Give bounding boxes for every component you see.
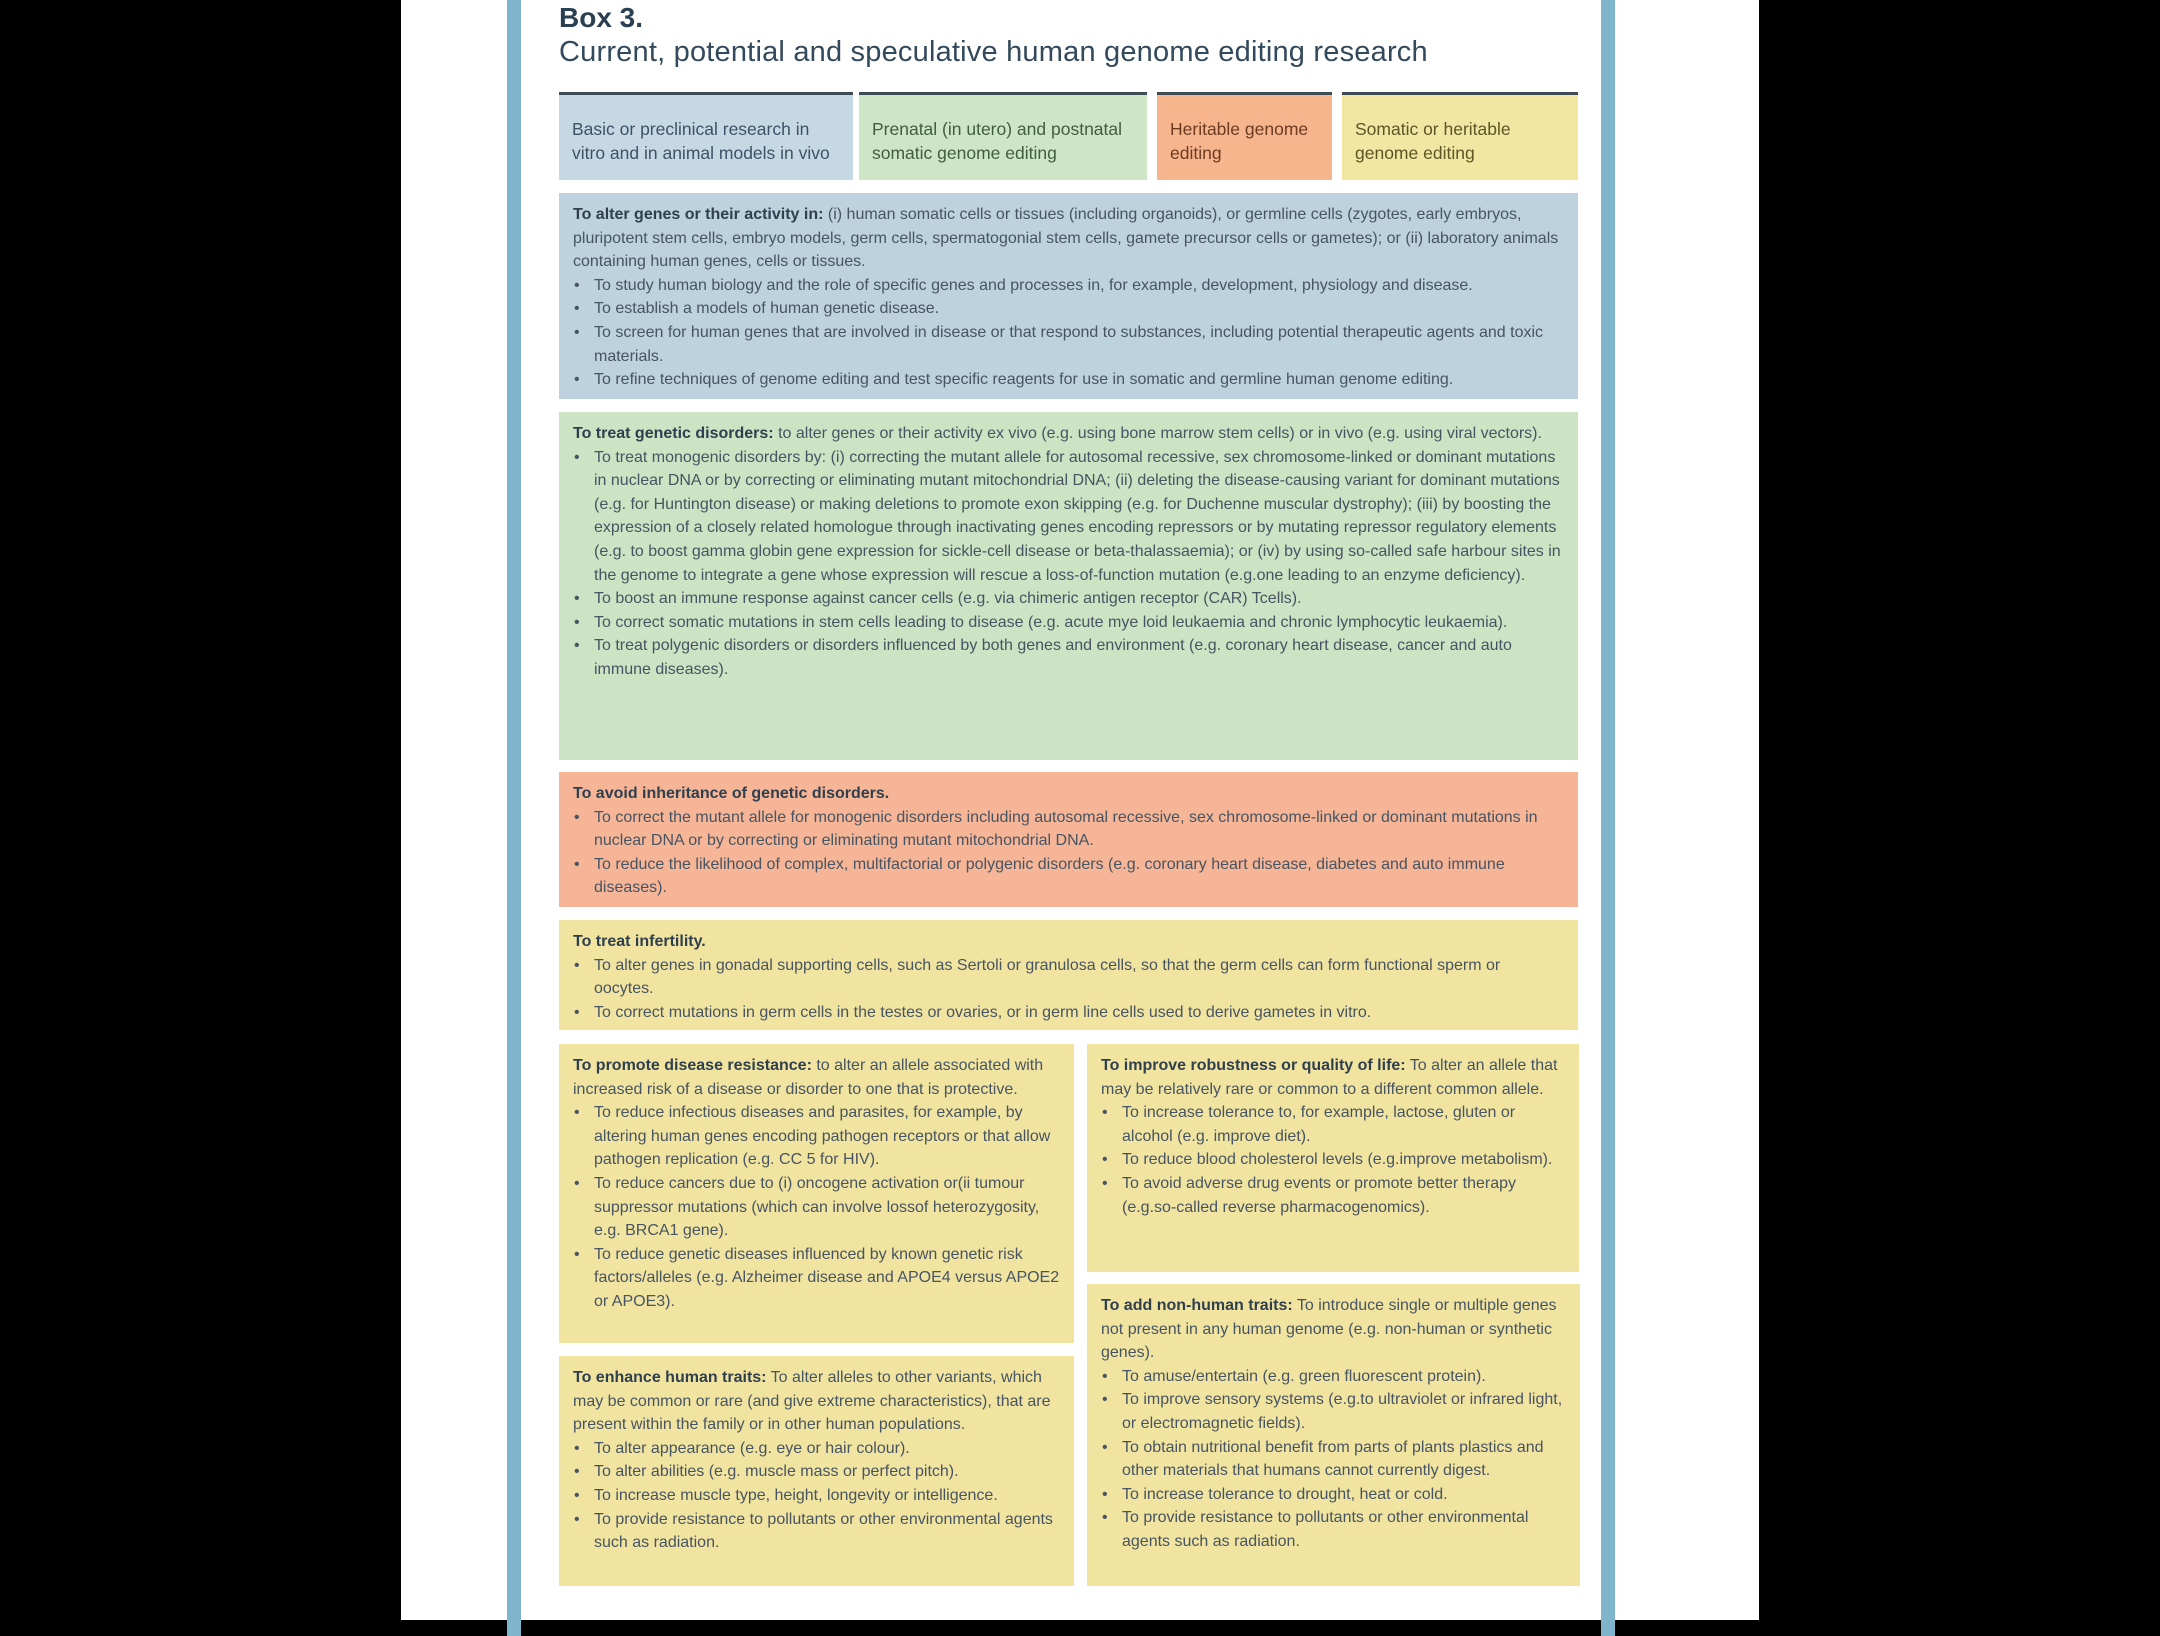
section-treat-infertility xyxy=(559,920,1578,1030)
list-item: • To improve sensory systems (e.g.to ultraviolet or infrared light, or electromagnetic fields). xyxy=(1101,1388,1566,1435)
list-item: • To reduce infectious diseases and parasites, for example, by altering human genes encoding pathogen receptors or that allow pathogen replication (e.g. CC 5 for HIV). xyxy=(573,1101,1060,1172)
section-heading: To alter genes or their activity in: xyxy=(573,206,824,223)
section-add-non-human-traits xyxy=(1087,1284,1580,1586)
section-heading: To enhance human traits: xyxy=(573,1369,767,1386)
section-heading: To add non-human traits: xyxy=(1101,1297,1293,1314)
list-item: • To correct the mutant allele for monogenic disorders including autosomal recessive, sex chromosome-linked or dominant mutations in nuclear DNA or by correcting or eliminating mutant mitochondrial DNA. xyxy=(573,806,1564,853)
list-item: • To provide resistance to pollutants or other environmental agents such as radiation. xyxy=(1101,1506,1566,1553)
list-item: • To provide resistance to pollutants or other environmental agents such as radiation. xyxy=(573,1508,1060,1555)
box-number: Box 3. xyxy=(559,2,644,33)
legend-somatic-editing: Prenatal (in utero) and postnatal somatic genome editing xyxy=(859,92,1147,180)
section-heading: To treat infertility. xyxy=(573,933,706,950)
section-intro: (i) human somatic cells or tissues (including organoids), or germline cells (zygotes, early embryos, pluripotent stem cells, embryo models, germ cells, spermatogonial stem cells, gamete precursor cells or gametes); or (ii) laboratory animals containing human genes, cells or tissues. xyxy=(573,206,1559,271)
section-heading: To treat genetic disorders: xyxy=(573,425,774,442)
section-intro: To alter an allele that may be relatively rare or common to a different common allele. xyxy=(1101,1057,1558,1098)
list-item: • To reduce the likelihood of complex, multifactorial or polygenic disorders (e.g. coronary heart disease, diabetes and auto immune diseases). xyxy=(573,853,1564,900)
list-item: • To boost an immune response against cancer cells (e.g. via chimeric antigen receptor (CAR) Tcells). xyxy=(573,587,1564,611)
list-item: • To alter genes in gonadal supporting cells, such as Sertoli or granulosa cells, so that the germ cells can form functional sperm or oocytes. xyxy=(573,954,1564,1001)
section-treat-genetic-disorders xyxy=(559,412,1578,760)
section-enhance-human-traits xyxy=(559,1356,1074,1586)
list-item: • To reduce blood cholesterol levels (e.g.improve metabolism). xyxy=(1101,1148,1565,1172)
legend-somatic-or-heritable: Somatic or heritable genome editing xyxy=(1342,92,1578,180)
section-heading: To avoid inheritance of genetic disorders. xyxy=(573,785,890,802)
section-improve-robustness xyxy=(1087,1044,1579,1272)
section-intro: to alter an allele associated with increased risk of a disease or disorder to one that is protective. xyxy=(573,1057,1044,1098)
list-item: • To refine techniques of genome editing and test specific reagents for use in somatic and germline human genome editing. xyxy=(573,368,1564,392)
section-heading: To improve robustness or quality of life: xyxy=(1101,1057,1406,1074)
legend-heritable-editing: Heritable genome editing xyxy=(1157,92,1332,180)
list-item: • To increase muscle type, height, longevity or intelligence. xyxy=(573,1484,1060,1508)
list-item: • To screen for human genes that are involved in disease or that respond to substances, including potential therapeutic agents and toxic materials. xyxy=(573,321,1564,368)
section-alter-genes xyxy=(559,193,1578,399)
list-item: • To correct mutations in germ cells in the testes or ovaries, or in germ line cells used to derive gametes in vitro. xyxy=(573,1001,1564,1025)
list-item: • To obtain nutritional benefit from parts of plants plastics and other materials that humans cannot currently digest. xyxy=(1101,1436,1566,1483)
section-intro: To introduce single or multiple genes not present in any human genome (e.g. non-human or synthetic genes). xyxy=(1101,1297,1557,1362)
section-intro: To alter alleles to other variants, which may be common or rare (and give extreme characteristics), that are present within the family or in other human populations. xyxy=(573,1369,1051,1434)
list-item: • To alter abilities (e.g. muscle mass or perfect pitch). xyxy=(573,1460,1060,1484)
section-avoid-inheritance xyxy=(559,772,1578,907)
list-item: • To treat polygenic disorders or disorders influenced by both genes and environment (e.g. coronary heart disease, cancer and auto immune diseases). xyxy=(573,634,1564,681)
list-item: • To increase tolerance to, for example, lactose, gluten or alcohol (e.g. improve diet). xyxy=(1101,1101,1565,1148)
list-item: • To alter appearance (e.g. eye or hair colour). xyxy=(573,1437,1060,1461)
section-intro: to alter genes or their activity ex vivo (e.g. using bone marrow stem cells) or in vivo (e.g. using viral vectors). xyxy=(773,425,1542,442)
list-item: • To establish a models of human genetic disease. xyxy=(573,297,1564,321)
list-item: • To study human biology and the role of specific genes and processes in, for example, development, physiology and disease. xyxy=(573,274,1564,298)
list-item: • To reduce cancers due to (i) oncogene activation or(ii tumour suppressor mutations (which can involve lossof heterozygosity, e.g. BRCA1 gene). xyxy=(573,1172,1060,1243)
section-heading: To promote disease resistance: xyxy=(573,1057,812,1074)
list-item: • To increase tolerance to drought, heat or cold. xyxy=(1101,1483,1566,1507)
list-item: • To treat monogenic disorders by: (i) correcting the mutant allele for autosomal recessive, sex chromosome-linked or dominant mutations in nuclear DNA or by correcting or eliminating mutant mitochondrial DNA; (ii) deleting the disease-causing variant for dominant mutations (e.g. for Huntington disease) or making deletions to promote exon skipping (e.g. for Duchenne muscular dystrophy); (iii) by boosting the expression of a closely related homologue through inactivating genes encoding repressors or by mutating repressor regulatory elements (e.g. to boost gamma globin gene expression for sickle-cell disease or beta-thalassaemia); or (iv) by using so-called safe harbour sites in the genome to integrate a gene whose expression will rescue a loss-of-function mutation (e.g.one leading to an enzyme deficiency). xyxy=(573,446,1564,588)
list-item: • To reduce genetic diseases influenced by known genetic risk factors/alleles (e.g. Alzheimer disease and APOE4 versus APOE2 or APOE3). xyxy=(573,1243,1060,1314)
list-item: • To avoid adverse drug events or promote better therapy (e.g.so-called reverse pharmacogenomics). xyxy=(1101,1172,1565,1219)
list-item: • To correct somatic mutations in stem cells leading to disease (e.g. acute mye loid leukaemia and chronic lymphocytic leukaemia). xyxy=(573,611,1564,635)
section-disease-resistance xyxy=(559,1044,1074,1343)
list-item: • To amuse/entertain (e.g. green fluorescent protein). xyxy=(1101,1365,1566,1389)
legend-basic-research: Basic or preclinical research in vitro and in animal models in vivo xyxy=(559,92,853,180)
box-title: Current, potential and speculative human genome editing research xyxy=(559,36,1428,68)
